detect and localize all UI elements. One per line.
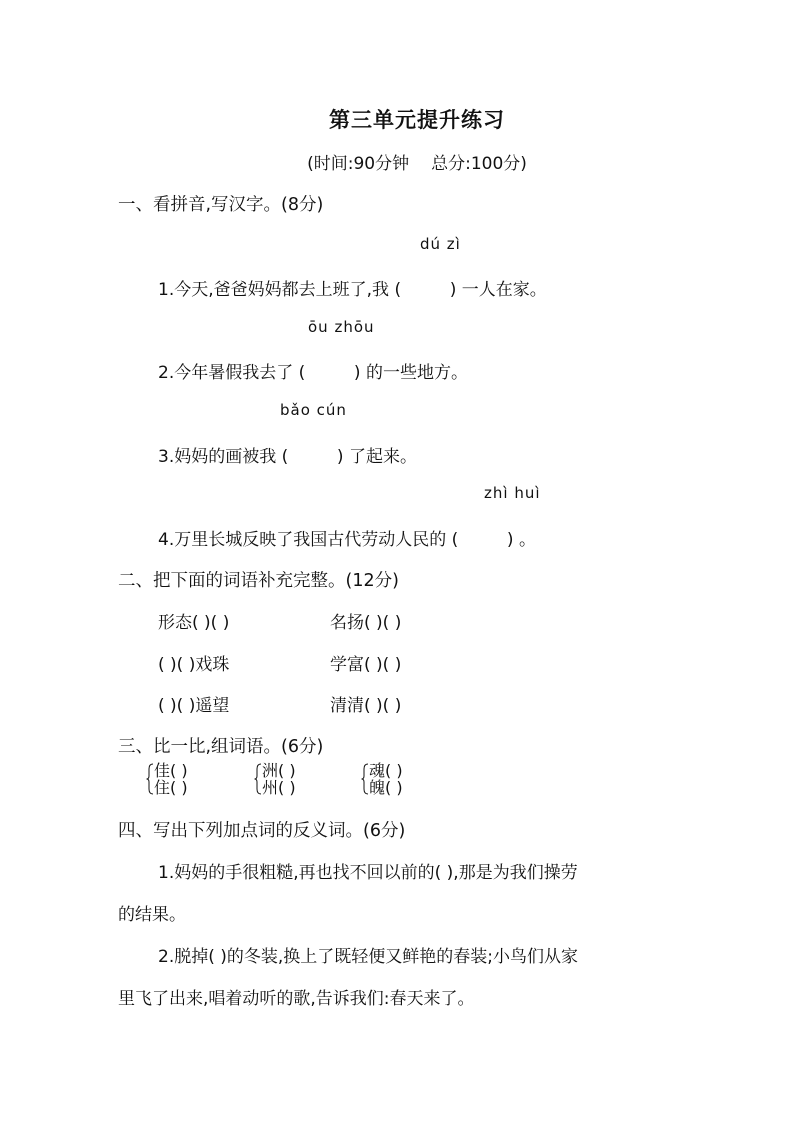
compare-top-2[interactable]: 洲( ) bbox=[262, 761, 296, 780]
pinyin-4: zhì huì bbox=[484, 484, 541, 502]
page-title: 第三单元提升练习 bbox=[329, 108, 505, 132]
answer-blank[interactable]: ( ) bbox=[451, 530, 514, 550]
compare-bottom-2[interactable]: 州( ) bbox=[262, 778, 296, 797]
section-4-heading: 四、写出下列加点词的反义词。(6分) bbox=[118, 821, 406, 841]
idiom-right-1[interactable]: 名扬( )( ) bbox=[330, 613, 402, 633]
question-4-1-line-2: 的结果。 bbox=[118, 905, 186, 925]
idiom-left-2[interactable]: ( )( )戏珠 bbox=[158, 655, 230, 675]
total-score: 总分:100分) bbox=[431, 154, 527, 174]
question-1-1: 1.今天,爸爸妈妈都去上班了,我 ( ) 一人在家。 bbox=[158, 280, 547, 300]
brace-icon bbox=[146, 763, 154, 795]
question-4-2-line-1: 2.脱掉( )的冬装,换上了既轻便又鲜艳的春装;小鸟们从家 bbox=[158, 947, 579, 967]
compare-top-1[interactable]: 佳( ) bbox=[154, 761, 188, 780]
page-subtitle bbox=[0, 149, 794, 174]
answer-blank[interactable]: ( ) bbox=[281, 447, 344, 467]
compare-bottom-3[interactable]: 魄( ) bbox=[369, 778, 403, 797]
idiom-right-3[interactable]: 清清( )( ) bbox=[330, 696, 402, 716]
question-1-3: 3.妈妈的画被我 ( ) 了起来。 bbox=[158, 447, 417, 467]
time-limit: (时间:90分钟 bbox=[307, 154, 410, 174]
idiom-left-3[interactable]: ( )( )遥望 bbox=[158, 696, 230, 716]
brace-icon bbox=[361, 763, 369, 795]
question-1-4: 4.万里长城反映了我国古代劳动人民的 ( ) 。 bbox=[158, 530, 536, 550]
question-4-1-line-1: 1.妈妈的手很粗糙,再也找不回以前的( ),那是为我们操劳 bbox=[158, 863, 578, 883]
question-4-2-line-2: 里飞了出来,唱着动听的歌,告诉我们:春天来了。 bbox=[118, 989, 475, 1009]
question-1-2: 2.今年暑假我去了 ( ) 的一些地方。 bbox=[158, 363, 468, 383]
compare-pair-3 bbox=[361, 763, 471, 799]
compare-top-3[interactable]: 魂( ) bbox=[369, 761, 403, 780]
answer-blank[interactable]: ( ) bbox=[394, 280, 457, 300]
brace-icon bbox=[254, 763, 262, 795]
answer-blank[interactable]: ( ) bbox=[298, 363, 361, 383]
compare-bottom-1[interactable]: 住( ) bbox=[154, 778, 188, 797]
section-1-heading: 一、看拼音,写汉字。(8分) bbox=[118, 195, 324, 215]
pinyin-1: dú zì bbox=[420, 235, 461, 253]
idiom-right-2[interactable]: 学富( )( ) bbox=[330, 655, 402, 675]
section-3-heading: 三、比一比,组词语。(6分) bbox=[118, 737, 324, 757]
idiom-left-1[interactable]: 形态( )( ) bbox=[158, 613, 230, 633]
compare-pair-2 bbox=[254, 763, 364, 799]
pinyin-2: ōu zhōu bbox=[308, 318, 375, 336]
compare-pair-1 bbox=[146, 763, 256, 799]
section-2-heading: 二、把下面的词语补充完整。(12分) bbox=[118, 571, 399, 591]
pinyin-3: bǎo cún bbox=[280, 401, 347, 419]
